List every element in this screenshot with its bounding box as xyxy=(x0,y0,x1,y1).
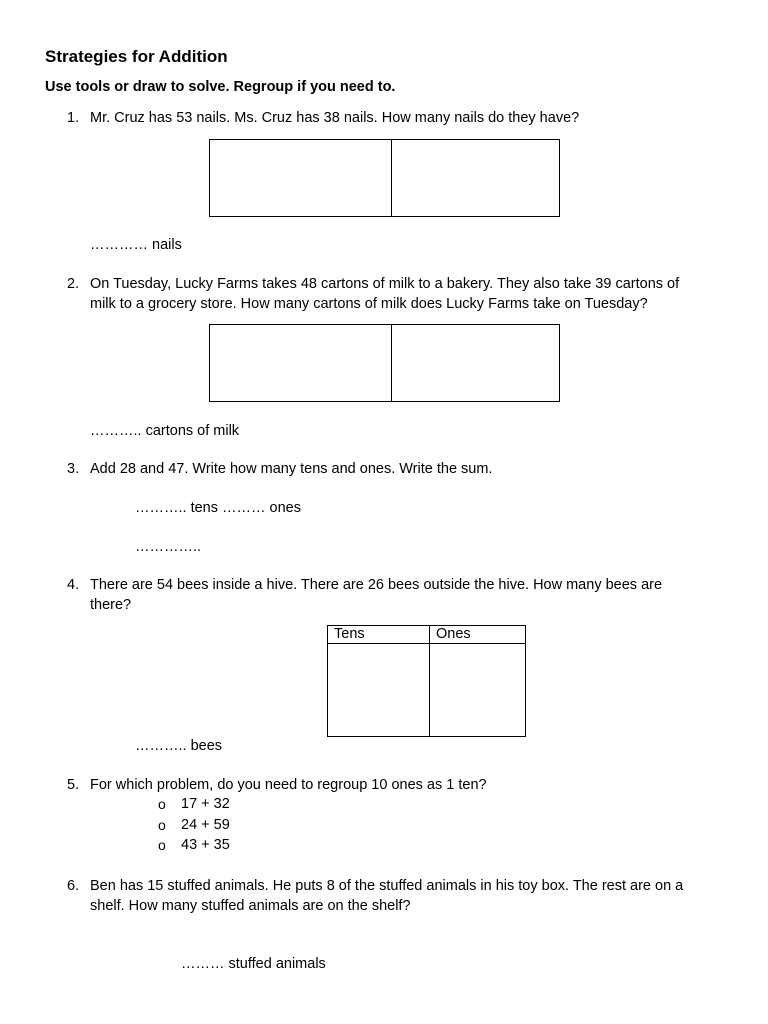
option-bullet-icon: o xyxy=(158,837,166,853)
problem-2-text-line-2: milk to a grocery store. How many cartons of milk does Lucky Farms take on Tuesday? xyxy=(90,296,648,312)
tens-header: Tens xyxy=(328,626,430,644)
place-value-chart xyxy=(327,625,526,737)
problem-5-option-2[interactable] xyxy=(158,815,230,836)
work-box-right-cell xyxy=(392,325,559,401)
problem-6-text-line-2: shelf. How many stuffed animals are on the shelf? xyxy=(90,898,411,914)
problem-2-answer: ……….. cartons of milk xyxy=(90,423,240,439)
problem-1-work-box xyxy=(209,139,560,217)
work-box-left-cell xyxy=(210,140,392,216)
option-label: 43 + 35 xyxy=(181,837,230,853)
problem-1-number: 1. xyxy=(67,110,80,126)
option-label: 17 + 32 xyxy=(181,796,230,812)
problem-6-answer: ……… stuffed animals xyxy=(181,956,326,972)
problem-3-number: 3. xyxy=(67,461,80,477)
problem-1-text: Mr. Cruz has 53 nails. Ms. Cruz has 38 nails. How many nails do they have? xyxy=(90,110,580,126)
work-box-left-cell xyxy=(210,325,392,401)
problem-4-text-line-2: there? xyxy=(90,597,132,613)
option-bullet-icon: o xyxy=(158,817,166,833)
problem-1-answer: ………… nails xyxy=(90,237,182,253)
problem-3-text: Add 28 and 47. Write how many tens and ones. Write the sum. xyxy=(90,461,493,477)
problem-6-text-line-1: Ben has 15 stuffed animals. He puts 8 of the stuffed animals in his toy box. The rest are on a xyxy=(90,878,684,894)
problem-5-option-3[interactable] xyxy=(158,835,230,856)
work-box-right-cell xyxy=(392,140,559,216)
problem-3-answer-tens-ones: ……….. tens ……… ones xyxy=(135,500,301,516)
ones-header: Ones xyxy=(430,626,526,644)
option-bullet-icon: o xyxy=(158,796,166,812)
problem-2-number: 2. xyxy=(67,276,80,292)
tens-cell xyxy=(328,644,430,737)
problem-5-text: For which problem, do you need to regroup 10 ones as 1 ten? xyxy=(90,777,487,793)
problem-5-option-1[interactable] xyxy=(158,794,230,815)
problem-4-text-line-1: There are 54 bees inside a hive. There are 26 bees outside the hive. How many bees are xyxy=(90,577,663,593)
instructions: Use tools or draw to solve. Regroup if you need to. xyxy=(45,79,396,95)
page-title: Strategies for Addition xyxy=(45,47,228,66)
option-label: 24 + 59 xyxy=(181,817,230,833)
problem-3-answer-sum: ………….. xyxy=(135,539,202,555)
problem-5-number: 5. xyxy=(67,777,80,793)
problem-2-work-box xyxy=(209,324,560,402)
problem-2-text-line-1: On Tuesday, Lucky Farms takes 48 cartons of milk to a bakery. They also take 39 cartons of xyxy=(90,276,680,292)
problem-4-answer: ……….. bees xyxy=(135,738,223,754)
problem-4-number: 4. xyxy=(67,577,80,593)
problem-6-number: 6. xyxy=(67,878,80,894)
ones-cell xyxy=(430,644,526,737)
